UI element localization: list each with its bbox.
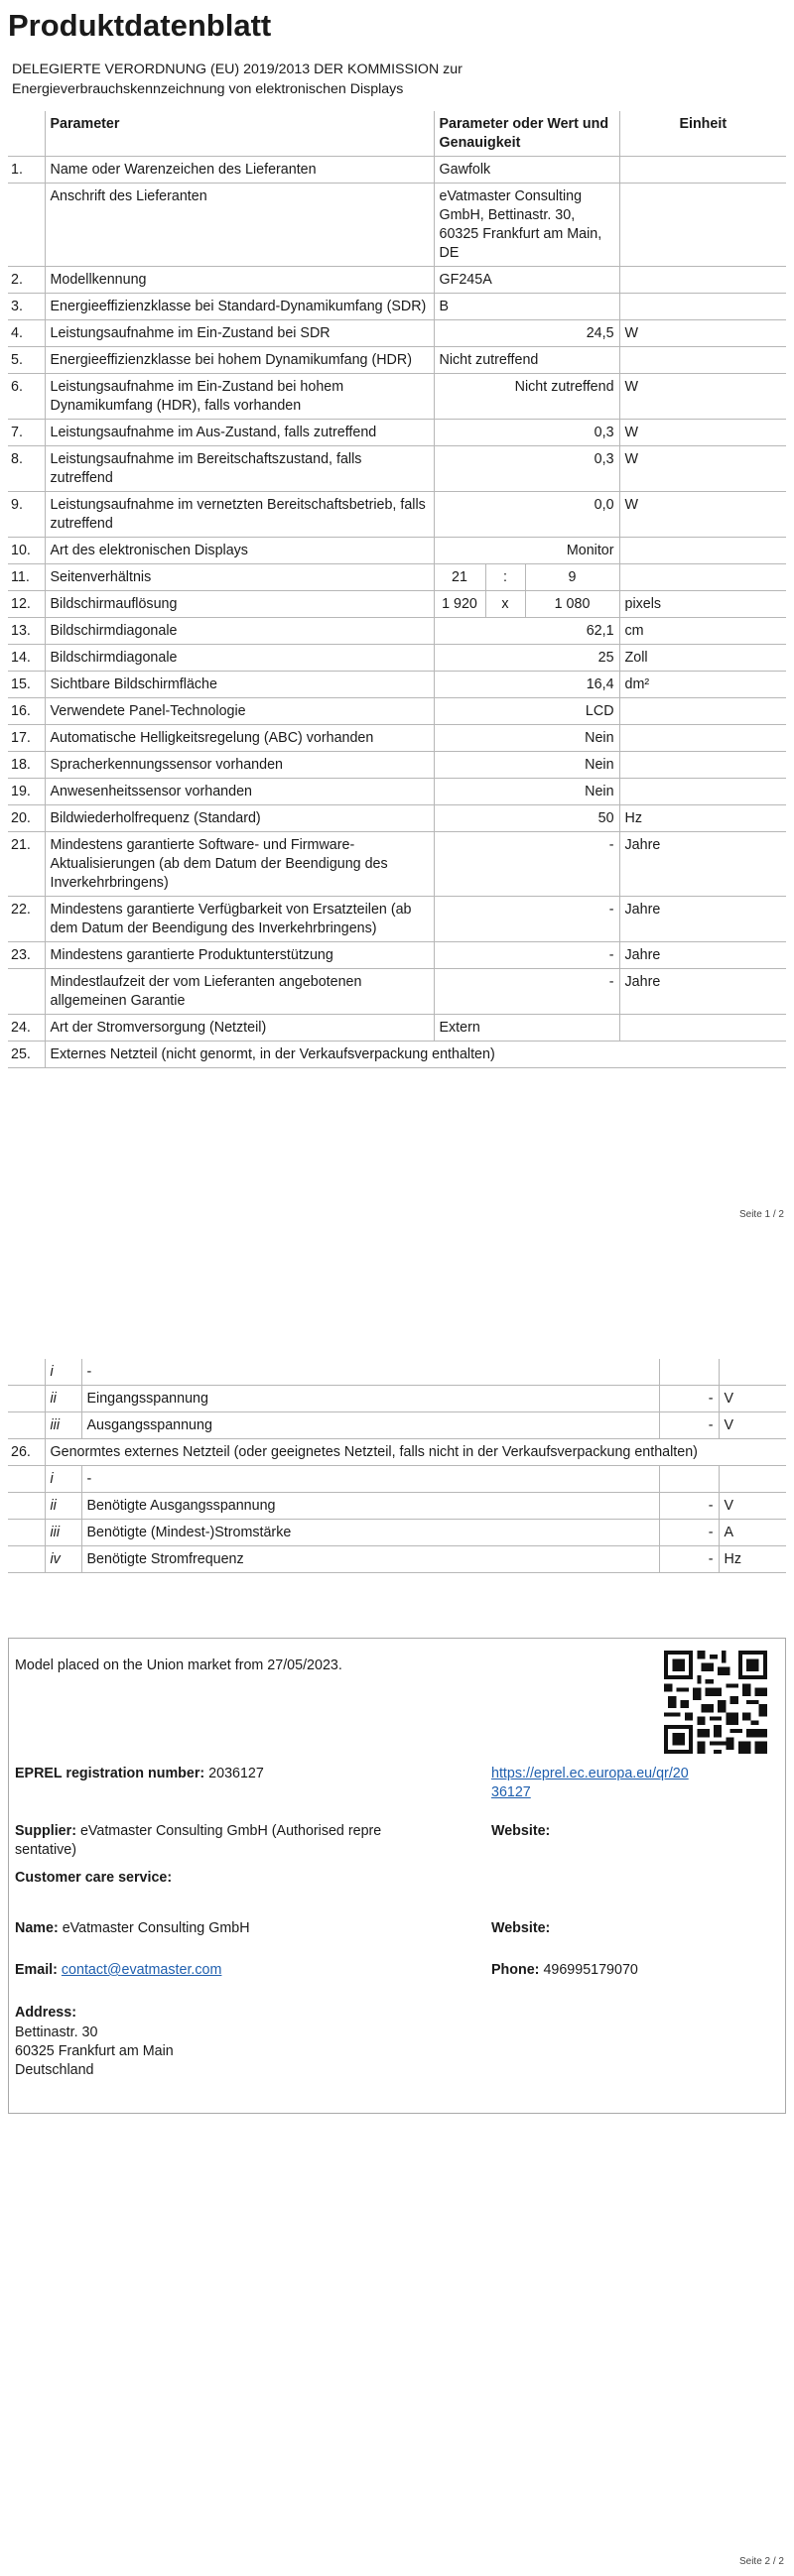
table-row: [8, 420, 786, 446]
row-number: 14.: [8, 645, 45, 672]
row-parameter: Mindestens garantierte Produktunterstützung: [45, 942, 434, 969]
row-number: 2.: [8, 267, 45, 294]
row-unit: Hz: [619, 805, 786, 832]
row-value: 0,0: [434, 492, 619, 538]
sub-row: [8, 1546, 786, 1573]
sub-row-parameter: -: [81, 1466, 659, 1493]
row-value: 24,5: [434, 320, 619, 347]
row-unit: [619, 752, 786, 779]
row-number: 19.: [8, 779, 45, 805]
row-value-b: 9: [525, 564, 619, 591]
row-parameter: Bildschirmauflösung: [45, 591, 434, 618]
sub-row: [8, 1493, 786, 1520]
sub-row-spacer: [8, 1493, 45, 1520]
sub-row: [8, 1386, 786, 1412]
row-number: 16.: [8, 698, 45, 725]
row-unit: [619, 347, 786, 374]
row-value: GF245A: [434, 267, 619, 294]
sub-row-value: -: [659, 1386, 719, 1412]
table-row: [8, 157, 786, 184]
row-unit: Jahre: [619, 897, 786, 942]
row-number: 11.: [8, 564, 45, 591]
row-unit: Jahre: [619, 942, 786, 969]
row-value: Nicht zutreffend: [434, 374, 619, 420]
sub-row-unit: V: [719, 1386, 786, 1412]
row-value: Gawfolk: [434, 157, 619, 184]
sub-row-index: iii: [45, 1412, 81, 1439]
sub-row-index: ii: [45, 1386, 81, 1412]
row-number: 1.: [8, 157, 45, 184]
email-label: Email:: [15, 1962, 58, 1978]
table-header-row: [8, 111, 786, 157]
row-number: [8, 969, 45, 1015]
customer-care-label: Customer care service:: [15, 1870, 173, 1886]
row-parameter: Bildwiederholfrequenz (Standard): [45, 805, 434, 832]
website-label: Website:: [491, 1823, 551, 1839]
row-value: -: [434, 942, 619, 969]
phone-value: 496995179070: [543, 1962, 638, 1978]
row-unit: W: [619, 320, 786, 347]
row-value: -: [434, 832, 619, 897]
table-row: [8, 374, 786, 420]
table-row: [8, 267, 786, 294]
row-value: -: [434, 897, 619, 942]
row-value: -: [434, 969, 619, 1015]
market-note: Model placed on the Union market from 27/05/2023.: [15, 1657, 342, 1673]
sub-row-spacer: [8, 1546, 45, 1573]
header-value: Parameter oder Wert und Genauigkeit: [434, 111, 619, 157]
row-unit: [619, 725, 786, 752]
row-unit: [619, 698, 786, 725]
row-parameter: Verwendete Panel-Technologie: [45, 698, 434, 725]
sub-row-parameter: Ausgangsspannung: [81, 1412, 659, 1439]
sub-row-spacer: [8, 1520, 45, 1546]
row-parameter: Bildschirmdiagonale: [45, 645, 434, 672]
sub-row-unit: Hz: [719, 1546, 786, 1573]
table-row: [8, 538, 786, 564]
table-row: [8, 591, 786, 618]
sub-row: [8, 1520, 786, 1546]
table-row: [8, 805, 786, 832]
table-row: [8, 618, 786, 645]
row-parameter: Seitenverhältnis: [45, 564, 434, 591]
sub-row-spacer: [8, 1359, 45, 1386]
table-row: [8, 1042, 786, 1068]
row-unit: [619, 267, 786, 294]
row-number: 25.: [8, 1042, 45, 1068]
row-number: 20.: [8, 805, 45, 832]
row-parameter: Anwesenheitssensor vorhanden: [45, 779, 434, 805]
row-parameter: Art des elektronischen Displays: [45, 538, 434, 564]
address-city: 60325 Frankfurt am Main: [15, 2043, 174, 2059]
row-parameter: Leistungsaufnahme im vernetzten Bereitschaftsbetrieb, falls zutreffend: [45, 492, 434, 538]
table-row: [8, 645, 786, 672]
row-number: 21.: [8, 832, 45, 897]
row-parameter: Automatische Helligkeitsregelung (ABC) vorhanden: [45, 725, 434, 752]
row-value-separator: x: [485, 591, 525, 618]
address-country: Deutschland: [15, 2062, 94, 2078]
sub-row-parameter: Benötigte Ausgangsspannung: [81, 1493, 659, 1520]
table-row: [8, 897, 786, 942]
row-unit: [619, 294, 786, 320]
row-parameter: Mindestlaufzeit der vom Lieferanten angebotenen allgemeinen Garantie: [45, 969, 434, 1015]
row-parameter: Name oder Warenzeichen des Lieferanten: [45, 157, 434, 184]
row-unit: Jahre: [619, 969, 786, 1015]
header-unit: Einheit: [619, 111, 786, 157]
row-parameter: Bildschirmdiagonale: [45, 618, 434, 645]
row-number: 10.: [8, 538, 45, 564]
page-1: [0, 0, 794, 1235]
row-unit: W: [619, 492, 786, 538]
table-row: [8, 347, 786, 374]
sub-row-value: [659, 1466, 719, 1493]
row-value: Nicht zutreffend: [434, 347, 619, 374]
sub-row-spacer: [8, 1466, 45, 1493]
table-row: [8, 184, 786, 267]
row-number: 9.: [8, 492, 45, 538]
row-number: 4.: [8, 320, 45, 347]
row-parameter: Energieeffizienzklasse bei Standard-Dynamikumfang (SDR): [45, 294, 434, 320]
row-value: B: [434, 294, 619, 320]
table-row: [8, 672, 786, 698]
name-value: eVatmaster Consulting GmbH: [62, 1920, 250, 1936]
row-value: 0,3: [434, 446, 619, 492]
row-parameter: Art der Stromversorgung (Netzteil): [45, 1015, 434, 1042]
page-number: Seite 2 / 2: [738, 2556, 784, 2567]
row-unit: [619, 1015, 786, 1042]
sub-row-index: iv: [45, 1546, 81, 1573]
row-parameter: Mindestens garantierte Software- und Firmware-Aktualisierungen (ab dem Datum der Beendigung des Inverkehrbringens): [45, 832, 434, 897]
sub-row-value: -: [659, 1493, 719, 1520]
row-parameter-wide: Externes Netzteil (nicht genormt, in der Verkaufsverpackung enthalten): [45, 1042, 786, 1068]
eprel-link[interactable]: https://eprel.ec.europa.eu/qr/20: [491, 1766, 689, 1781]
sub-row-value: -: [659, 1546, 719, 1573]
sub-row-parameter: Eingangsspannung: [81, 1386, 659, 1412]
sub-row-parameter: Benötigte (Mindest-)Stromstärke: [81, 1520, 659, 1546]
table-row: [8, 969, 786, 1015]
table-row: [8, 492, 786, 538]
row-parameter: Anschrift des Lieferanten: [45, 184, 434, 267]
row-unit: W: [619, 374, 786, 420]
eprel-label: EPREL registration number:: [15, 1766, 205, 1781]
row-unit: [619, 564, 786, 591]
row-unit: [619, 157, 786, 184]
supplier-value: eVatmaster Consulting GmbH (Authorised repre: [79, 1823, 382, 1839]
row-value: Nein: [434, 779, 619, 805]
page-2: [0, 1319, 794, 2576]
row-number: [8, 184, 45, 267]
table-row: [8, 779, 786, 805]
row-number: 17.: [8, 725, 45, 752]
row-parameter: Sichtbare Bildschirmfläche: [45, 672, 434, 698]
row-number: 26.: [8, 1439, 45, 1466]
row-value: eVatmaster Consulting GmbH, Bettinastr. 30, 60325 Frankfurt am Main, DE: [434, 184, 619, 267]
row-value: 50: [434, 805, 619, 832]
row-value: Monitor: [434, 538, 619, 564]
table-row: [8, 446, 786, 492]
sub-row-value: -: [659, 1520, 719, 1546]
row-number: 22.: [8, 897, 45, 942]
row-parameter: Leistungsaufnahme im Ein-Zustand bei SDR: [45, 320, 434, 347]
sub-row: [8, 1412, 786, 1439]
row-value: LCD: [434, 698, 619, 725]
table-row: [8, 1439, 786, 1466]
email-link[interactable]: contact@evatmaster.com: [61, 1962, 222, 1978]
product-data-table-continued: [8, 1359, 786, 1573]
row-parameter: Leistungsaufnahme im Aus-Zustand, falls zutreffend: [45, 420, 434, 446]
row-value: Nein: [434, 752, 619, 779]
row-number: 24.: [8, 1015, 45, 1042]
sub-row-unit: V: [719, 1493, 786, 1520]
row-unit: cm: [619, 618, 786, 645]
row-number: 8.: [8, 446, 45, 492]
header-number-cell: [8, 111, 45, 157]
sub-row-unit: V: [719, 1412, 786, 1439]
table-row: [8, 294, 786, 320]
eprel-info-box: [8, 1638, 786, 2114]
table-row: [8, 320, 786, 347]
row-parameter: Spracherkennungssensor vorhanden: [45, 752, 434, 779]
sub-row-parameter: Benötigte Stromfrequenz: [81, 1546, 659, 1573]
sub-row-parameter: -: [81, 1359, 659, 1386]
row-unit: [619, 538, 786, 564]
table-row: [8, 942, 786, 969]
row-number: 12.: [8, 591, 45, 618]
regulation-subtitle: DELEGIERTE VERORDNUNG (EU) 2019/2013 DER KOMMISSION zur Energieverbrauchskennzeichnung von elektronischen Displays: [12, 61, 463, 97]
name-label: Name:: [15, 1920, 59, 1936]
row-number: 15.: [8, 672, 45, 698]
page-number: Seite 1 / 2: [738, 1209, 784, 1220]
sub-row-spacer: [8, 1386, 45, 1412]
row-value: 62,1: [434, 618, 619, 645]
header-parameter: Parameter: [45, 111, 434, 157]
supplier-label: Supplier:: [15, 1823, 76, 1839]
sub-row: [8, 1359, 786, 1386]
row-unit: W: [619, 446, 786, 492]
row-value: Extern: [434, 1015, 619, 1042]
row-number: 13.: [8, 618, 45, 645]
product-data-table: [8, 111, 786, 1068]
address-street: Bettinastr. 30: [15, 2024, 98, 2040]
row-parameter: Modellkennung: [45, 267, 434, 294]
table-row: [8, 752, 786, 779]
phone-label: Phone:: [491, 1962, 540, 1978]
row-unit: W: [619, 420, 786, 446]
row-value: 0,3: [434, 420, 619, 446]
row-parameter: Leistungsaufnahme im Ein-Zustand bei hohem Dynamikumfang (HDR), falls vorhanden: [45, 374, 434, 420]
row-parameter: Leistungsaufnahme im Bereitschaftszustand, falls zutreffend: [45, 446, 434, 492]
address-label: Address:: [15, 2005, 76, 2021]
sub-row-value: [659, 1359, 719, 1386]
sub-row-index: ii: [45, 1493, 81, 1520]
row-value-a: 21: [434, 564, 485, 591]
sub-row-spacer: [8, 1412, 45, 1439]
table-row: [8, 698, 786, 725]
website2-label: Website:: [491, 1920, 551, 1936]
row-unit: Zoll: [619, 645, 786, 672]
row-number: 23.: [8, 942, 45, 969]
row-value: 25: [434, 645, 619, 672]
row-value-separator: :: [485, 564, 525, 591]
table-row: [8, 725, 786, 752]
row-number: 5.: [8, 347, 45, 374]
row-unit: [619, 184, 786, 267]
qr-code[interactable]: [664, 1651, 767, 1754]
row-number: 3.: [8, 294, 45, 320]
eprel-link-continued[interactable]: 36127: [491, 1784, 531, 1800]
row-number: 7.: [8, 420, 45, 446]
row-parameter-wide: Genormtes externes Netzteil (oder geeignetes Netzteil, falls nicht in der Verkaufsverpackung enthalten): [45, 1439, 786, 1466]
address-block: [15, 2024, 174, 2080]
row-parameter: Mindestens garantierte Verfügbarkeit von Ersatzteilen (ab dem Datum der Beendigung des Inverkehrbringens): [45, 897, 434, 942]
table-row: [8, 564, 786, 591]
row-unit: [619, 779, 786, 805]
sub-row-unit: [719, 1466, 786, 1493]
row-value-a: 1 920: [434, 591, 485, 618]
table-row: [8, 1015, 786, 1042]
row-unit: Jahre: [619, 832, 786, 897]
sub-row-index: i: [45, 1466, 81, 1493]
row-value: Nein: [434, 725, 619, 752]
sub-row-unit: [719, 1359, 786, 1386]
sub-row-value: -: [659, 1412, 719, 1439]
sub-row-unit: A: [719, 1520, 786, 1546]
sub-row: [8, 1466, 786, 1493]
table-row: [8, 832, 786, 897]
eprel-number: 2036127: [208, 1766, 264, 1781]
row-value-b: 1 080: [525, 591, 619, 618]
row-number: 6.: [8, 374, 45, 420]
sub-row-index: iii: [45, 1520, 81, 1546]
document-title: Produktdatenblatt: [8, 8, 272, 43]
row-parameter: Energieeffizienzklasse bei hohem Dynamikumfang (HDR): [45, 347, 434, 374]
row-unit: pixels: [619, 591, 786, 618]
sub-row-index: i: [45, 1359, 81, 1386]
row-value: 16,4: [434, 672, 619, 698]
supplier-value-continued: sentative): [15, 1842, 76, 1858]
row-unit: dm²: [619, 672, 786, 698]
row-number: 18.: [8, 752, 45, 779]
